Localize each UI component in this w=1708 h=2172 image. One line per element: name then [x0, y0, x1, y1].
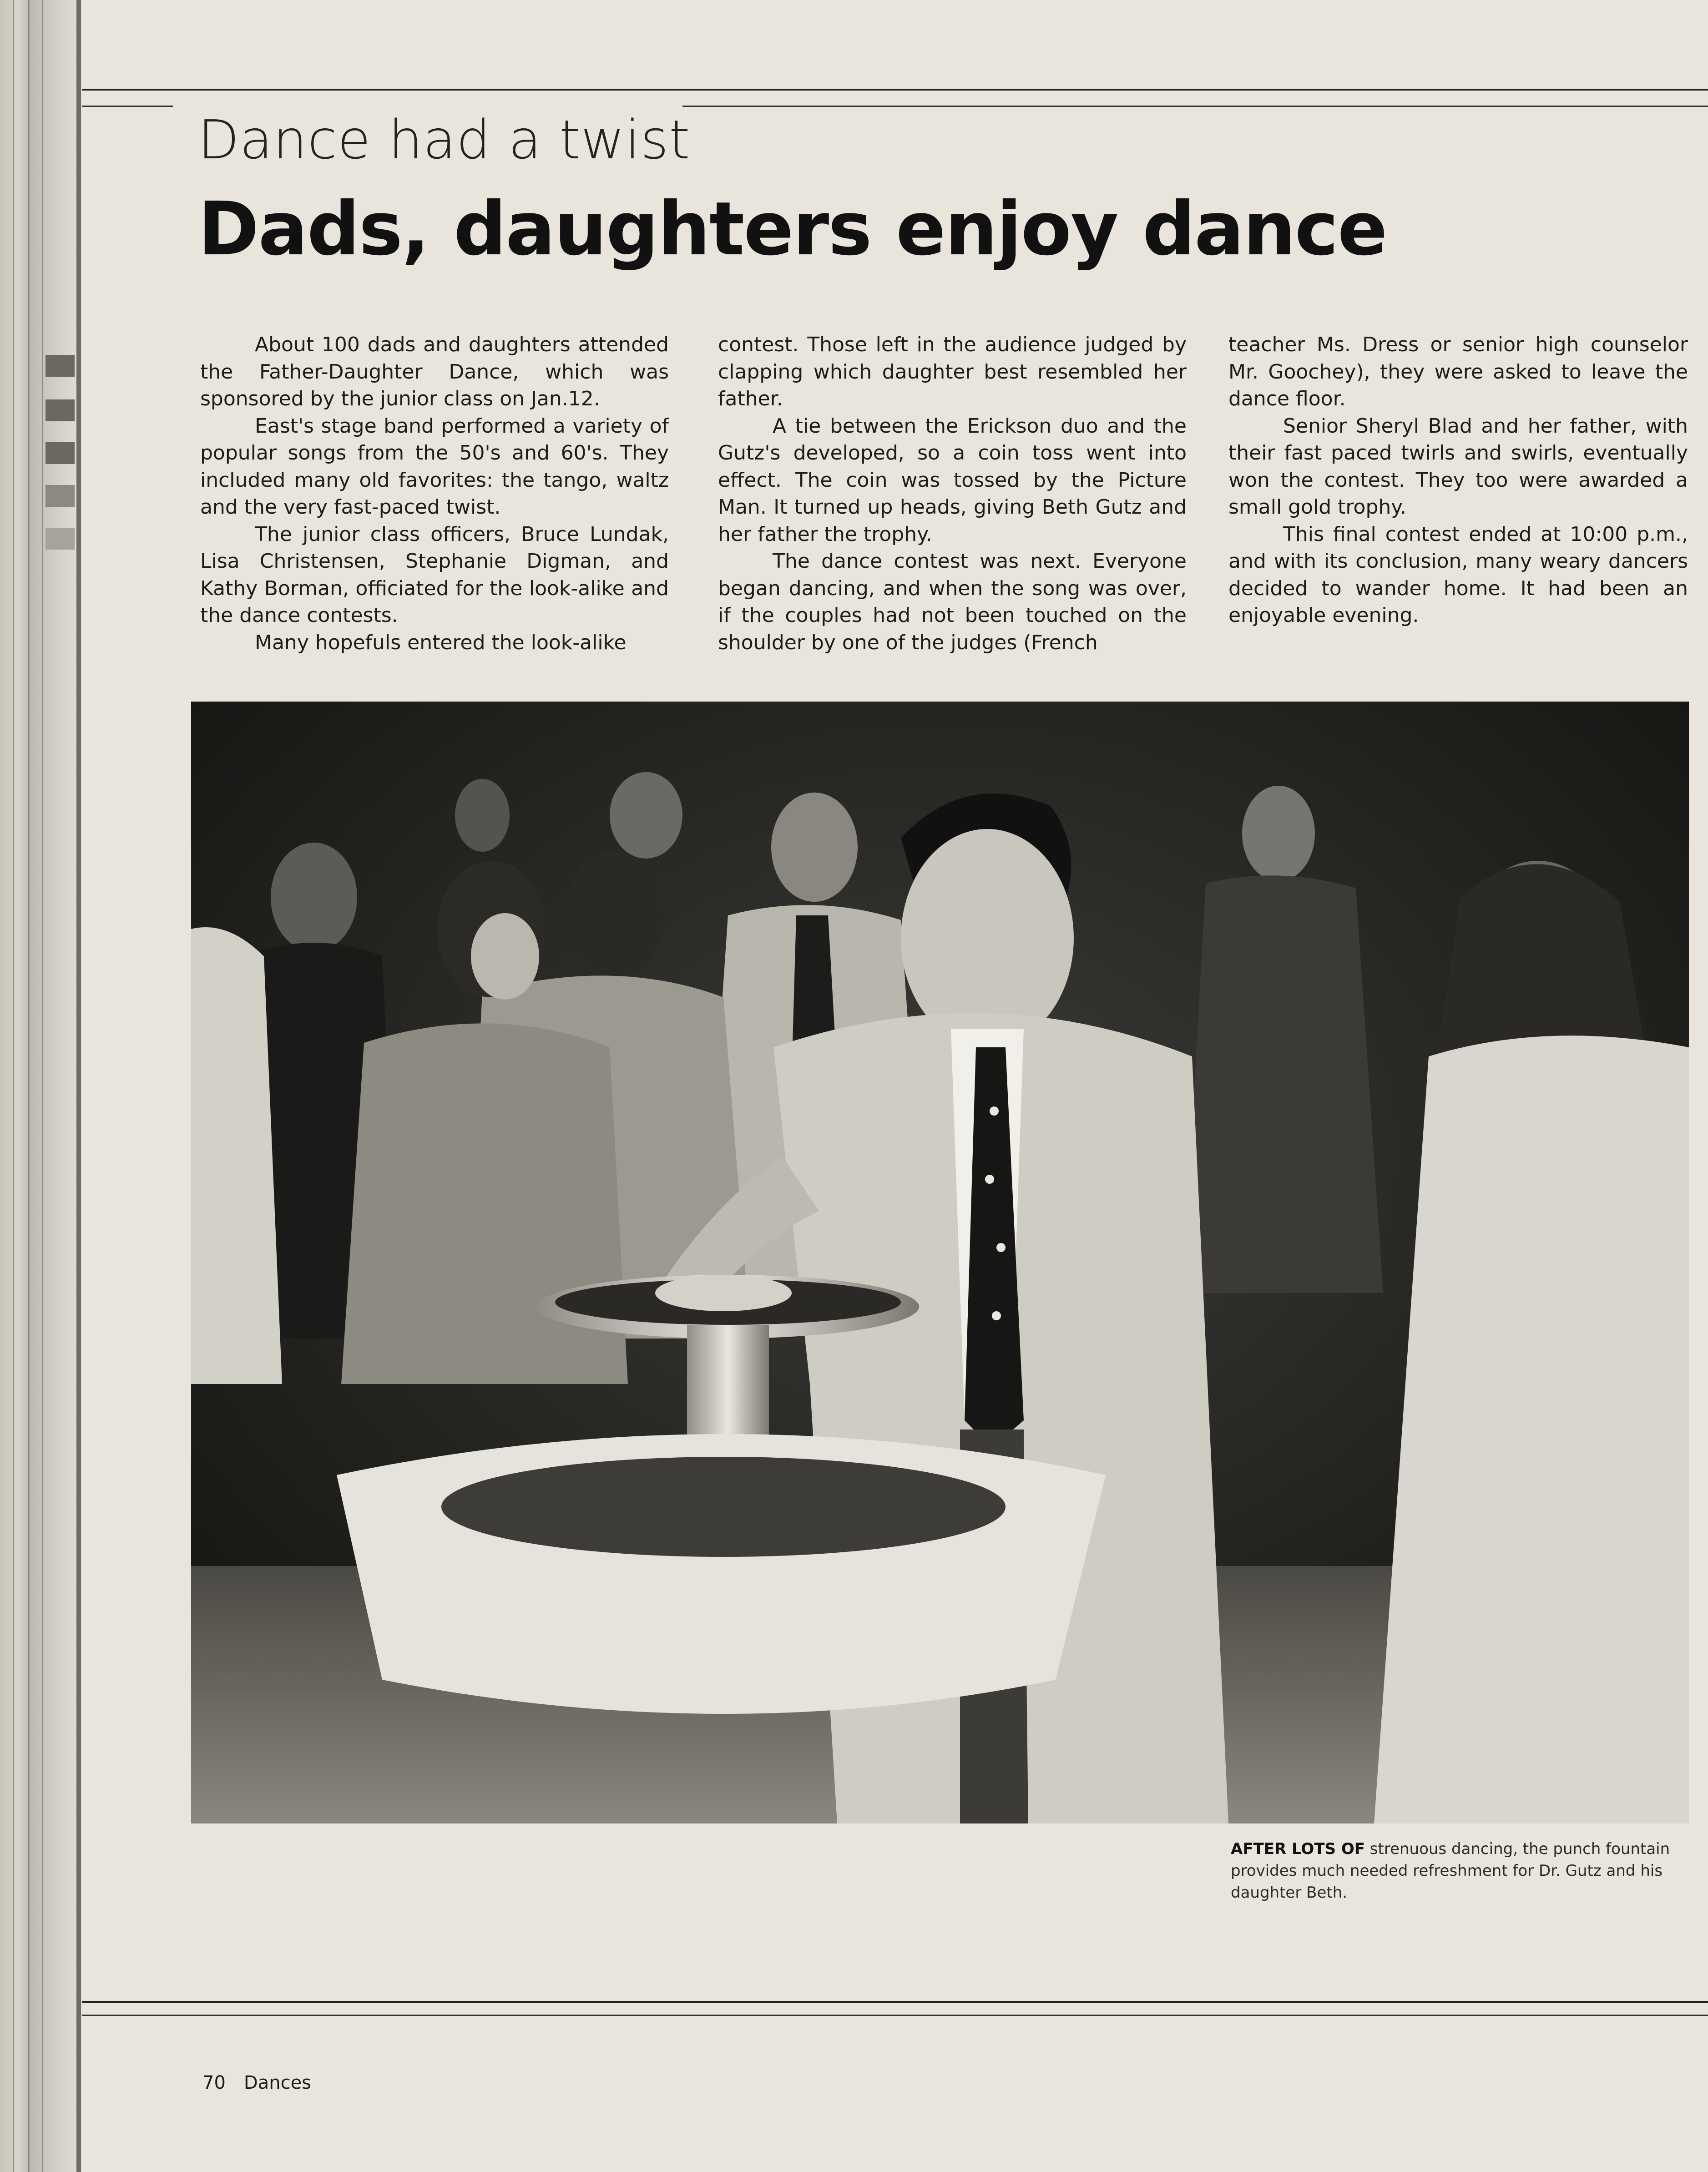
- main-headline: Dads, daughters enjoy dance: [198, 187, 1387, 272]
- binding-line: [42, 0, 43, 2172]
- page-edge-tab: [45, 399, 75, 421]
- page-number: 70: [202, 2072, 226, 2093]
- binding-line: [13, 0, 14, 2172]
- paragraph: A tie between the Erickson duo and the Gutz's developed, so a coin toss went into effect. The coin was tossed by the Picture Man. It turned up heads, giving Beth Gutz and her father the trophy.: [718, 414, 1187, 546]
- article-column-1: [200, 331, 669, 656]
- photo-caption: [1231, 1838, 1686, 1904]
- bottom-rule-thin: [82, 2015, 1708, 2016]
- photo-illustration: [191, 702, 1689, 1823]
- section-name: Dances: [243, 2072, 312, 2093]
- page-binding: [0, 0, 82, 2172]
- article-column-2: [718, 331, 1187, 656]
- paragraph: The dance contest was next. Everyone began dancing, and when the song was over, if the couples had not been touched on the shoulder by one of the judges (French: [718, 550, 1187, 654]
- paragraph: contest. Those left in the audience judged by clapping which daughter best resembled her father.: [718, 333, 1187, 410]
- page-edge-tab: [45, 485, 75, 507]
- page-edge-tab: [45, 442, 75, 464]
- page-edge-tab: [45, 355, 75, 377]
- top-rule: [82, 89, 1708, 91]
- binding-line: [28, 0, 30, 2172]
- kicker-headline: Dance had a twist: [198, 108, 691, 171]
- top-rule-right: [682, 106, 1708, 107]
- dance-photo: [191, 702, 1689, 1823]
- caption-lead: AFTER LOTS OF: [1231, 1840, 1365, 1858]
- paragraph: Senior Sheryl Blad and her father, with their fast paced twirls and swirls, eventually won the contest. They too were awarded a small gold trophy.: [1228, 414, 1688, 519]
- paragraph: The junior class officers, Bruce Lundak, Lisa Christensen, Stephanie Digman, and Kathy Borman, officiated for the look-alike and the dance contests.: [200, 522, 669, 627]
- bottom-rule: [82, 2001, 1708, 2003]
- page-folio: [202, 2072, 311, 2093]
- top-rule-left: [82, 106, 173, 107]
- binding-edge: [76, 0, 81, 2172]
- paragraph: This final contest ended at 10:00 p.m., and with its conclusion, many weary dancers decided to wander home. It had been an enjoyable evening.: [1228, 522, 1688, 627]
- paragraph: About 100 dads and daughters attended the Father-Daughter Dance, which was sponsored by the junior class on Jan.12.: [200, 333, 669, 410]
- caption-text: strenuous dancing, the punch fountain provides much needed refreshment for Dr. Gutz and his daughter Beth.: [1231, 1840, 1670, 1902]
- page-edge-tab: [45, 528, 75, 550]
- paragraph: East's stage band performed a variety of popular songs from the 50's and 60's. They included many old favorites: the tango, waltz and the very fast-paced twist.: [200, 414, 669, 519]
- paragraph: Many hopefuls entered the look-alike: [255, 631, 627, 654]
- article-column-3: [1228, 331, 1688, 629]
- paragraph: teacher Ms. Dress or senior high counselor Mr. Goochey), they were asked to leave the dance floor.: [1228, 333, 1688, 410]
